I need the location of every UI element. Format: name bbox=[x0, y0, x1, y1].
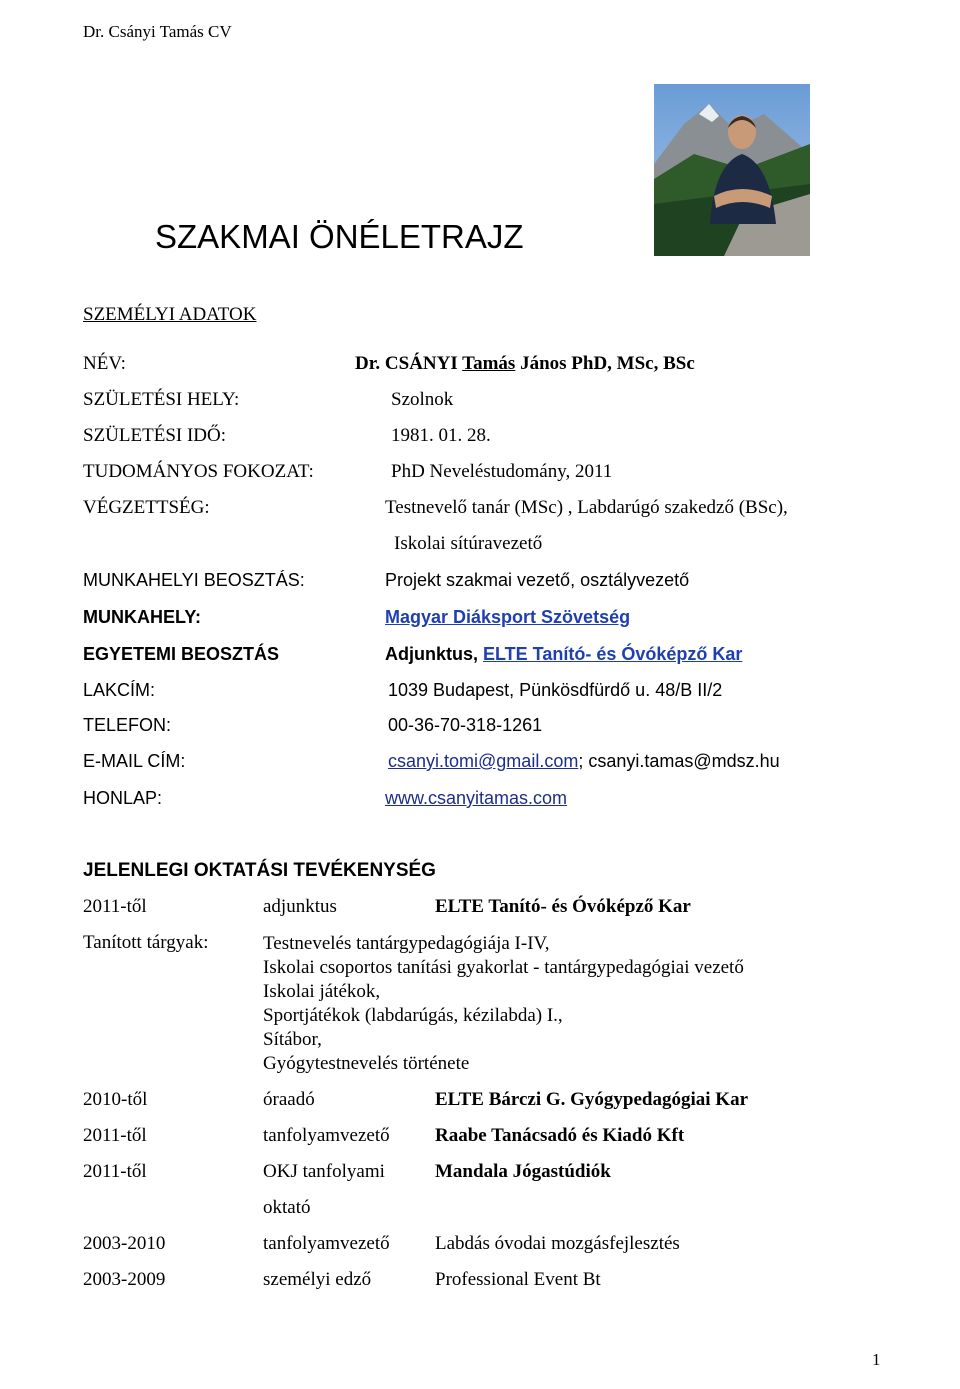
name-prefix: Dr. CSÁNYI bbox=[355, 353, 463, 374]
teaching-heading: JELENLEGI OKTATÁSI TEVÉKENYSÉG bbox=[83, 860, 436, 881]
teaching-year: 2003-2010 bbox=[83, 1233, 166, 1254]
birthdate-label: SZÜLETÉSI IDŐ: bbox=[83, 425, 227, 446]
document-title: SZAKMAI ÖNÉLETRAJZ bbox=[155, 218, 524, 255]
teaching-org: Raabe Tanácsadó és Kiadó Kft bbox=[435, 1125, 685, 1146]
teaching-org: Mandala Jógastúdiók bbox=[435, 1161, 611, 1182]
university-value bbox=[385, 644, 742, 665]
phone-label: TELEFON: bbox=[83, 715, 172, 735]
teaching-role: óraadó bbox=[263, 1089, 315, 1110]
web-link[interactable]: www.csanyitamas.com bbox=[385, 788, 568, 808]
teaching-org: ELTE Tanító- és Óvóképző Kar bbox=[435, 896, 691, 917]
university-role: Adjunktus, bbox=[385, 644, 483, 664]
email-link-primary[interactable]: csanyi.tomi@gmail.com bbox=[388, 751, 579, 771]
address-label: LAKCÍM: bbox=[83, 680, 156, 700]
teaching-year: 2011-től bbox=[83, 1125, 147, 1146]
teaching-role: tanfolyamvezető bbox=[263, 1125, 390, 1146]
email-secondary: ; csanyi.tamas@mdsz.hu bbox=[578, 751, 780, 771]
education-line1: Testnevelő tanár (MSc) , Labdarúgó szakedző (BSc), bbox=[385, 497, 788, 518]
education-label: VÉGZETTSÉG: bbox=[83, 497, 210, 518]
name-label: NÉV: bbox=[83, 353, 126, 374]
position-value: Projekt szakmai vezető, osztályvezető bbox=[385, 570, 690, 590]
teaching-year: 2011-től bbox=[83, 1161, 147, 1182]
subject-item: Iskolai csoportos tanítási gyakorlat - tantárgypedagógiai vezető bbox=[263, 957, 744, 978]
running-header: Dr. Csányi Tamás CV bbox=[83, 22, 232, 41]
subject-item: Iskolai játékok, bbox=[263, 981, 381, 1002]
subject-item: Testnevelés tantárgypedagógiája I-IV, bbox=[263, 933, 550, 954]
subject-item: Sportjátékok (labdarúgás, kézilabda) I., bbox=[263, 1005, 563, 1026]
workplace-link[interactable]: Magyar Diáksport Szövetség bbox=[385, 607, 631, 627]
teaching-role: személyi edző bbox=[263, 1269, 372, 1290]
subject-item: Sítábor, bbox=[263, 1029, 322, 1050]
phone-value: 00-36-70-318-1261 bbox=[388, 715, 543, 735]
degree-label: TUDOMÁNYOS FOKOZAT: bbox=[83, 461, 314, 482]
teaching-role: tanfolyamvezető bbox=[263, 1233, 390, 1254]
teaching-year: 2011-től bbox=[83, 896, 147, 917]
personal-data-heading: SZEMÉLYI ADATOK bbox=[83, 304, 257, 325]
teaching-org: ELTE Bárczi G. Gyógypedagógiai Kar bbox=[435, 1089, 748, 1110]
profile-photo bbox=[654, 84, 810, 256]
education-line2: Iskolai sítúravezető bbox=[394, 533, 543, 554]
teaching-year: 2003-2009 bbox=[83, 1269, 166, 1290]
teaching-role-cont: oktató bbox=[263, 1197, 311, 1218]
web-label: HONLAP: bbox=[83, 788, 163, 808]
subjects-list bbox=[263, 932, 744, 1076]
teaching-org: Labdás óvodai mozgásfejlesztés bbox=[435, 1233, 680, 1254]
teaching-year: 2010-től bbox=[83, 1089, 148, 1110]
name-suffix: János PhD, MSc, BSc bbox=[515, 353, 695, 374]
position-label: MUNKAHELYI BEOSZTÁS: bbox=[83, 570, 305, 590]
workplace-label: MUNKAHELY: bbox=[83, 607, 202, 627]
name-value bbox=[355, 353, 695, 375]
teaching-role: adjunktus bbox=[263, 896, 337, 917]
email-label: E-MAIL CÍM: bbox=[83, 751, 186, 771]
name-underlined: Tamás bbox=[462, 353, 516, 374]
subject-item: Gyógytestnevelés története bbox=[263, 1053, 470, 1074]
birthplace-value: Szolnok bbox=[391, 389, 454, 410]
birthdate-value: 1981. 01. 28. bbox=[391, 425, 491, 446]
teaching-org: Professional Event Bt bbox=[435, 1269, 601, 1290]
page-number: 1 bbox=[872, 1350, 881, 1369]
university-label: EGYETEMI BEOSZTÁS bbox=[83, 644, 280, 664]
address-value: 1039 Budapest, Pünkösdfürdő u. 48/B II/2 bbox=[388, 680, 723, 700]
birthplace-label: SZÜLETÉSI HELY: bbox=[83, 389, 240, 410]
email-value bbox=[388, 751, 780, 772]
degree-value: PhD Neveléstudomány, 2011 bbox=[391, 461, 613, 482]
teaching-role: OKJ tanfolyami bbox=[263, 1161, 385, 1182]
subjects-label: Tanított tárgyak: bbox=[83, 932, 209, 953]
university-link[interactable]: ELTE Tanító- és Óvóképző Kar bbox=[483, 644, 743, 664]
